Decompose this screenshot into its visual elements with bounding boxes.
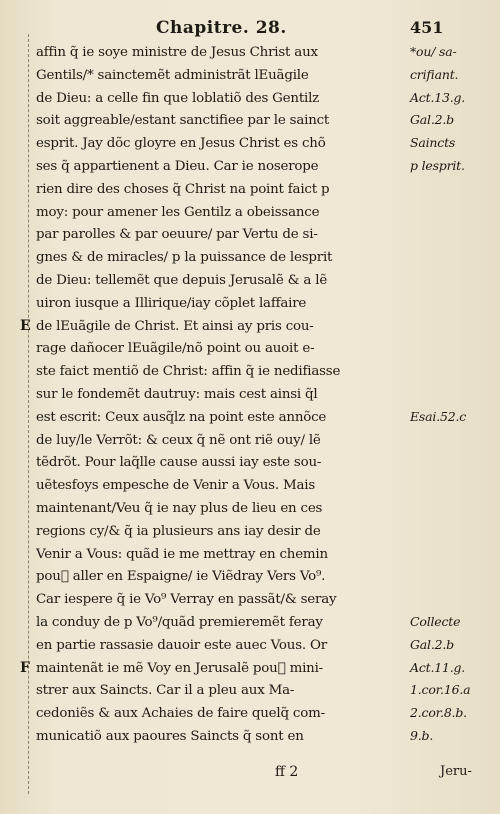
text-line: de Dieu: tellemẽt que depuis Jerusalẽ & a lẽ	[36, 272, 328, 288]
text-line: de Dieu: a celle fin que loblatiõ des Gentilz	[36, 90, 320, 106]
margin-note: Esai.52.c	[410, 408, 467, 424]
text-line: de lEuãgile de Christ. Et ainsi ay pris cou-	[36, 318, 314, 334]
text-line: sur le fondemẽt dautruy: mais cest ainsi q̃l	[36, 386, 318, 402]
chapter-heading: Chapitre. 28.	[156, 18, 287, 38]
margin-note: p lesprit.	[410, 158, 465, 173]
text-line: moy: pour amener les Gentilz a obeissance	[36, 204, 320, 220]
section-letter-mark: F	[20, 659, 30, 676]
running-header	[0, 16, 500, 42]
section-letter-mark: E	[20, 317, 31, 334]
text-line: maintenãt ie mẽ Voy en Jerusalẽ pou᷑ mini-	[36, 660, 324, 676]
margin-note: *ou/ sa-	[410, 44, 457, 59]
text-line: uiron iusque a Illirique/iay cõplet laffaire	[36, 295, 307, 311]
text-line: maintenant/Veu q̃ ie nay plus de lieu en ces	[36, 500, 323, 516]
inner-margin-rule	[28, 34, 30, 794]
text-line: affin q̃ ie soye ministre de Jesus Christ aux	[36, 45, 318, 60]
main-text-column	[36, 42, 408, 749]
margin-note: 1.cor.16.a	[410, 682, 471, 698]
text-line: municatiõ aux paoures Saincts q̃ sont en	[36, 728, 304, 744]
text-line: en partie rassasie dauoir este auec Vous. Or	[36, 637, 327, 653]
signature-mark: ff 2	[275, 764, 299, 780]
margin-note: Gal.2.b	[410, 636, 454, 652]
margin-note: Gal.2.b	[410, 112, 454, 128]
text-line: soit aggreable/estant sanctifiee par le sainct	[36, 113, 330, 129]
text-line: ses q̃ appartienent a Dieu. Car ie noserope	[36, 158, 319, 174]
margin-note: 2.cor.8.b.	[410, 705, 467, 721]
margin-note: Act.11.g.	[410, 659, 466, 675]
text-line: esprit. Jay dõc gloyre en Jesus Christ es chõ	[36, 136, 326, 152]
text-line: uẽtesfoys empesche de Venir a Vous. Mais	[36, 478, 316, 494]
text-line: de luy/le Verrõt: & ceux q̃ nẽ ont riẽ ouy/ lẽ	[36, 432, 321, 448]
margin-note: 9.b.	[410, 728, 434, 743]
text-line: gnes & de miracles/ p la puissance de lesprit	[36, 250, 333, 266]
text-line: ste faict mentiõ de Christ: affin q̃ ie nedifiasse	[36, 364, 341, 380]
text-line: Venir a Vous: quãd ie me mettray en chemin	[36, 546, 328, 562]
text-line: strer aux Saincts. Car il a pleu aux Ma-	[36, 683, 295, 699]
page-footer	[0, 764, 500, 788]
text-line: regions cy/& q̃ ia plusieurs ans iay desir de	[36, 523, 321, 539]
margin-note: crifiant.	[410, 66, 459, 82]
text-line: rien dire des choses q̃ Christ na point faict p	[36, 181, 330, 197]
margin-note: Saincts	[410, 135, 456, 151]
text-line: Gentils/* sainctemẽt administrãt lEuãgile	[36, 67, 309, 83]
text-line: est escrit: Ceux ausq̃lz na point este annõce	[36, 409, 327, 425]
text-line: par parolles & par oeuure/ par Vertu de si-	[36, 227, 318, 243]
text-line: la conduy de p Vo⁹/quãd premieremẽt feray	[36, 614, 323, 630]
text-line: pou᷑ aller en Espaigne/ ie Viẽdray Vers Vo⁹.	[36, 569, 326, 585]
text-line: rage dañocer lEuãgile/nõ point ou auoit e-	[36, 341, 315, 357]
folio-number: 451	[410, 18, 444, 37]
text-line: tẽdrõt. Pour laq̃lle cause aussi iay este sou-	[36, 455, 322, 471]
margin-note: Collecte	[410, 614, 461, 629]
margin-note: Act.13.g.	[410, 89, 466, 105]
catchword: Jeru-	[440, 764, 472, 779]
text-line: cedoniẽs & aux Achaies de faire quelq̃ com-	[36, 706, 325, 722]
text-line: Car iespere q̃ ie Vo⁹ Verray en passãt/& seray	[36, 592, 337, 608]
